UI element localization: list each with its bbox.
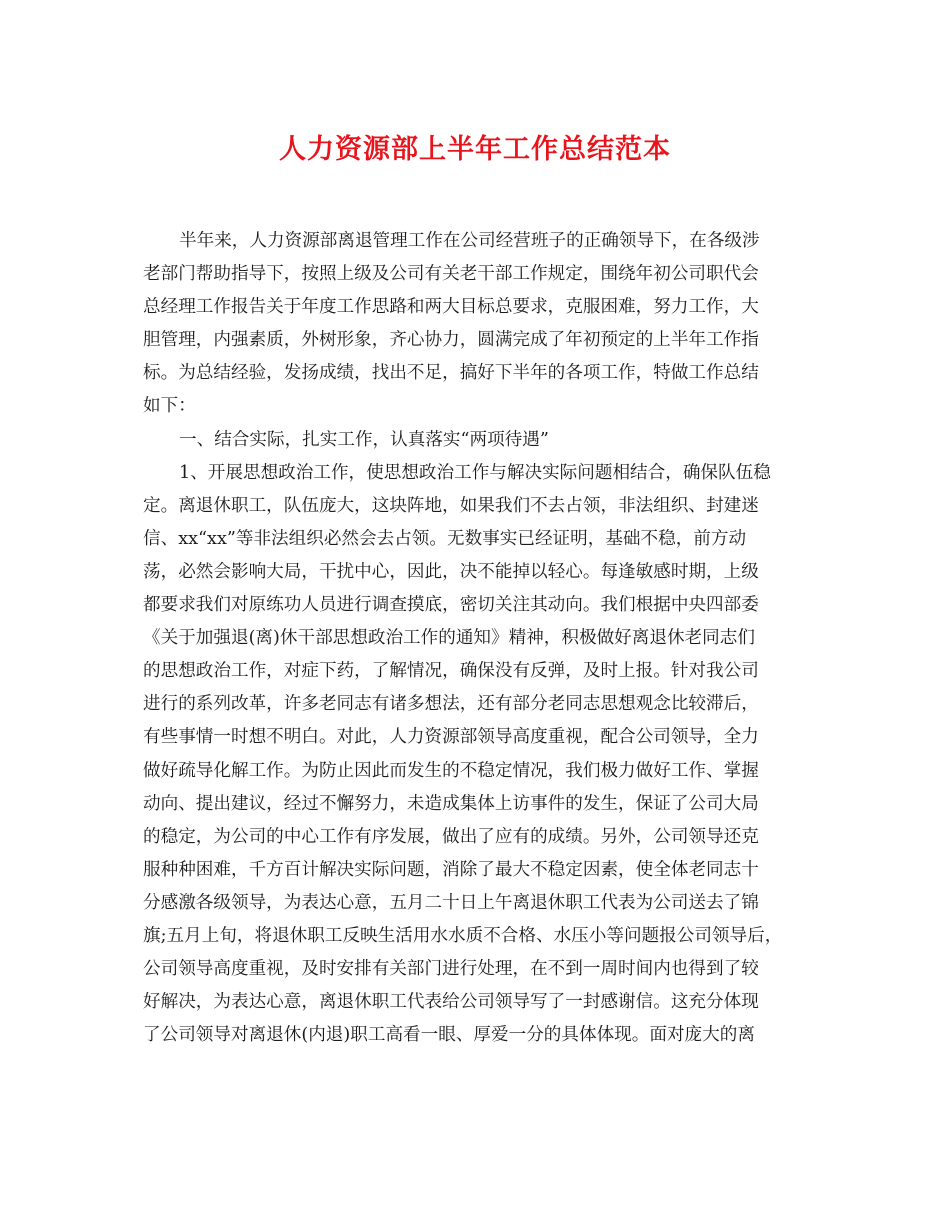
paragraph-line: 的稳定，为公司的中心工作有序发展，做出了应有的成绩。另外，公司领导还克 (143, 826, 759, 847)
paragraph-line: 服种种困难，千方百计解决实际问题，消除了最大不稳定因素，使全体老同志十 (143, 859, 759, 880)
paragraph-line: 标。为总结经验，发扬成绩，找出不足，搞好下半年的各项工作，特做工作总结 (143, 363, 759, 384)
paragraph-line: 《关于加强退(离)休干部思想政治工作的通知》精神，积极做好离退休老同志们 (143, 628, 755, 649)
paragraph-line: 胆管理，内强素质，外树形象，齐心协力，圆满完成了年初预定的上半年工作指 (143, 330, 759, 351)
paragraph-line: 做好疏导化解工作。为防止因此而发生的不稳定情况，我们极力做好工作、掌握 (143, 760, 759, 781)
paragraph-line: 定。离退休职工，队伍庞大，这块阵地，如果我们不去占领，非法组织、封建迷 (143, 495, 759, 516)
paragraph-line: 都要求我们对原练功人员进行调查摸底，密切关注其动向。我们根据中央四部委 (143, 595, 759, 616)
paragraph-line: 半年来，人力资源部离退管理工作在公司经营班子的正确领导下，在各级涉 (179, 231, 760, 251)
paragraph-line: 信、xx“xx”等非法组织必然会去占领。无数事实已经证明，基础不稳，前方动 (143, 528, 747, 549)
paragraph-line: 公司领导高度重视，及时安排有关部门进行处理，在不到一周时间内也得到了较 (143, 959, 759, 980)
paragraph-line: 老部门帮助指导下，按照上级及公司有关老干部工作规定，围绕年初公司职代会 (143, 264, 759, 285)
section-heading: 一、结合实际，扎实工作，认真落实“两项待遇” (179, 429, 549, 450)
paragraph-line: 动向、提出建议，经过不懈努力，未造成集体上访事件的发生，保证了公司大局 (143, 793, 759, 814)
paragraph-line: 总经理工作报告关于年度工作思路和两大目标总要求，克服困难，努力工作，大 (143, 297, 759, 318)
paragraph-line: 1、开展思想政治工作，使思想政治工作与解决实际问题相结合，确保队伍稳 (179, 462, 771, 483)
paragraph-line: 分感激各级领导，为表达心意，五月二十日上午离退休职工代表为公司送去了锦 (143, 892, 759, 913)
paragraph-line: 有些事情一时想不明白。对此，人力资源部领导高度重视，配合公司领导，全力 (143, 727, 759, 748)
paragraph-line: 荡，必然会影响大局，干扰中心，因此，决不能掉以轻心。每逢敏感时期，上级 (143, 561, 759, 582)
paragraph-line: 进行的系列改革，许多老同志有诸多想法，还有部分老同志思想观念比较滞后， (143, 694, 759, 715)
document-body (143, 225, 808, 1052)
paragraph-line: 了公司领导对离退休(内退)职工高看一眼、厚爱一分的具体体现。面对庞大的离 (143, 1025, 755, 1046)
document-title: 人力资源部上半年工作总结范本 (279, 134, 671, 165)
paragraph-line: 旗;五月上旬，将退休职工反映生活用水水质不合格、水压小等问题报公司领导后， (143, 925, 783, 946)
paragraph-line: 的思想政治工作，对症下药，了解情况，确保没有反弹，及时上报。针对我公司 (143, 661, 759, 682)
paragraph-line: 好解决，为表达心意，离退休职工代表给公司领导写了一封感谢信。这充分体现 (143, 992, 759, 1013)
paragraph-line: 如下： (143, 396, 196, 417)
